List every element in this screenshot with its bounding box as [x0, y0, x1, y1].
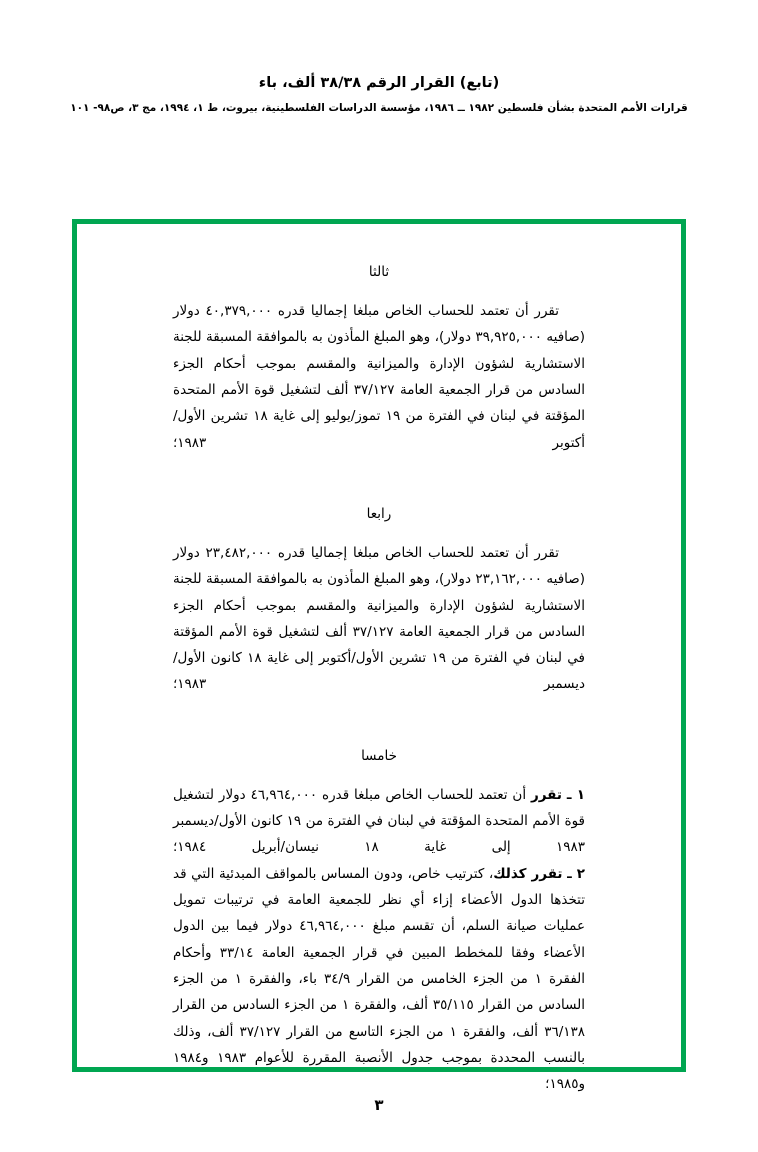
list-item-marker: ٢ ـ: [567, 865, 585, 882]
list-item-marker: ١ ـ: [566, 786, 585, 803]
section-third-paragraph: تقرر أن تعتمد للحساب الخاص مبلغا إجماليا قدره ٤٠,٣٧٩,٠٠٠ دولار (صافيه ٣٩,٩٢٥,٠٠٠ دولار)، وهو المبلغ المأذون به بالموافقة المسبقة للجنة الاستشارية لشؤون الإدارة والميزانية والمقسم بموجب أحكام الجزء السادس من قرار الجمعية العامة ٣٧/١٢٧ ألف لتشغيل قوة الأمم المتحدة المؤقتة في لبنان في الفترة من ١٩ تموز/يوليو إلى غاية ١٨ تشرين الأول/أكتوبر ١٩٨٣؛: [173, 303, 585, 451]
section-heading-fifth: خامسا: [361, 747, 397, 764]
section-heading-fourth: رابعا: [366, 505, 392, 522]
spacer: [173, 698, 585, 714]
document-body: [77, 224, 681, 1098]
list-item-lead: تقرر: [530, 786, 562, 803]
list-item-lead: تقرر كذلك: [493, 865, 563, 882]
document-header: [0, 74, 758, 115]
document-source-line: قرارات الأمم المتحدة بشأن فلسطين ١٩٨٢ ــ ١٩٨٦، مؤسسة الدراسات الفلسطينية، بيروت، ط ١، ١٩٩٤، مج ٣، ص٩٨- ١٠١: [70, 101, 688, 114]
list-item-text: ، كترتيب خاص، ودون المساس بالمواقف المبدئية التي قد تتخذها الدول الأعضاء إزاء أي نظر للجمعية العامة في ترتيبات تمويل عمليات صيانة السلم، أن تقسم مبلغ ٤٦,٩٦٤,٠٠٠ دولار فيما بين الدول الأعضاء وفقا للمخطط المبين في قرار الجمعية العامة ٣٣/١٤ وأحكام الفقرة ١ من الجزء الخامس من القرار ٣٤/٩ باء، والفقرة ١ من الجزء السادس من القرار ٣٥/١١٥ ألف، والفقرة ١ من الجزء السادس من القرار ٣٦/١٣٨ ألف، والفقرة ١ من الجزء التاسع من القرار ٣٧/١٢٧ ألف، وذلك بالنسب المحددة بموجب جدول الأنصبة المقررة للأعوام ١٩٨٣ و١٩٨٤ و١٩٨٥؛: [173, 865, 586, 1093]
list-item-text: أن تعتمد للحساب الخاص مبلغا قدره ٤٦,٩٦٤,٠٠٠ دولار لتشغيل قوة الأمم المتحدة المؤقتة في لبنان في الفترة من ١٩ كانون الأول/ديسمبر ١٩٨٣ إلى غاية ١٨ نيسان/أبريل ١٩٨٤؛: [173, 786, 586, 856]
section-fourth-paragraph: تقرر أن تعتمد للحساب الخاص مبلغا إجماليا قدره ٢٣,٤٨٢,٠٠٠ دولار (صافيه ٢٣,١٦٢,٠٠٠ دولار)، وهو المبلغ المأذون به بالموافقة المسبقة للجنة الاستشارية لشؤون الإدارة والميزانية والمقسم بموجب أحكام الجزء السادس من قرار الجمعية العامة ٣٧/١٢٧ ألف لتشغيل قوة الأمم المؤقتة في لبنان في الفترة من ١٩ تشرين الأول/أكتوبر إلى غاية ١٨ كانون الأول/ديسمبر ١٩٨٣؛: [173, 544, 585, 693]
green-content-frame: [72, 219, 686, 1093]
spacer: [173, 456, 585, 472]
page-title: (تابع) القرار الرقم ٣٨/٣٨ ألف، باء: [258, 75, 500, 91]
document-page: [0, 74, 758, 1152]
page-number: ٣: [374, 1096, 384, 1114]
list-item: [173, 782, 585, 861]
list-item: [173, 861, 585, 1098]
section-heading-third: ثالثا: [368, 264, 390, 280]
